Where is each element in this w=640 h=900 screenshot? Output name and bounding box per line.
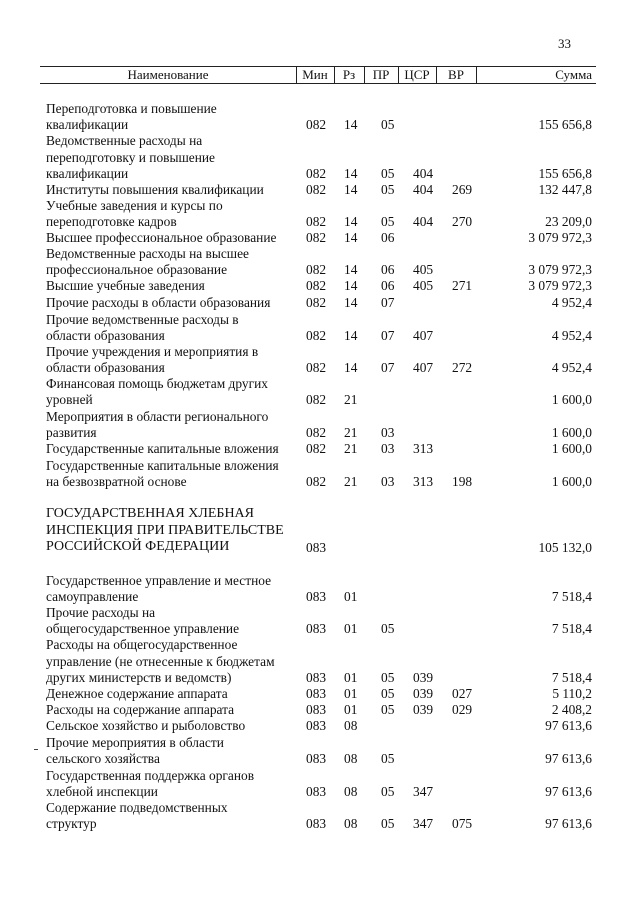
table-row bbox=[46, 768, 592, 800]
page-number: 33 bbox=[558, 36, 571, 51]
cell-rz: 21 bbox=[344, 424, 358, 440]
row-name-line: сельского хозяйства bbox=[46, 750, 160, 766]
cell-pr: 03 bbox=[381, 440, 395, 456]
cell-vr: 270 bbox=[452, 213, 473, 229]
row-name-line: Учебные заведения и курсы по bbox=[46, 197, 223, 213]
cell-sum: 7 518,4 bbox=[551, 669, 592, 685]
table-header bbox=[40, 66, 596, 84]
table-row bbox=[46, 101, 592, 133]
cell-min: 082 bbox=[306, 294, 327, 310]
cell-rz: 21 bbox=[344, 391, 358, 407]
cell-csr: 347 bbox=[413, 815, 434, 831]
row-name-line: других министерств и ведомств) bbox=[46, 669, 232, 685]
row-name bbox=[46, 458, 301, 490]
row-name-line: Государственные капитальные вложения bbox=[46, 440, 279, 456]
cell-pr: 07 bbox=[381, 327, 395, 343]
cell-pr: 06 bbox=[381, 229, 395, 245]
cell-rz: 14 bbox=[344, 213, 358, 229]
row-name-line: области образования bbox=[46, 359, 165, 375]
cell-sum: 132 447,8 bbox=[538, 181, 592, 197]
row-name bbox=[46, 800, 301, 832]
table-row bbox=[46, 344, 592, 376]
cell-min: 082 bbox=[306, 359, 327, 375]
table-row bbox=[46, 458, 592, 490]
row-name-line: Расходы на содержание аппарата bbox=[46, 701, 235, 717]
row-name-line: Прочие расходы на bbox=[46, 604, 156, 620]
cell-rz: 14 bbox=[344, 261, 358, 277]
cell-vr: 198 bbox=[452, 473, 473, 489]
cell-sum: 97 613,6 bbox=[545, 750, 592, 766]
cell-min: 082 bbox=[306, 440, 327, 456]
row-name-line: квалификации bbox=[46, 165, 129, 181]
table-row bbox=[46, 637, 592, 686]
cell-pr: 05 bbox=[381, 701, 395, 717]
cell-csr: 347 bbox=[413, 783, 434, 799]
cell-min: 083 bbox=[306, 783, 327, 799]
row-name-line: профессиональное образование bbox=[46, 261, 228, 277]
row-name-line: Сельское хозяйство и рыболовство bbox=[46, 717, 246, 733]
table-row bbox=[46, 230, 592, 246]
cell-rz: 14 bbox=[344, 165, 358, 181]
cell-rz: 21 bbox=[344, 440, 358, 456]
row-name-line: Государственная поддержка органов bbox=[46, 767, 255, 783]
row-name bbox=[46, 198, 301, 230]
cell-sum: 155 656,8 bbox=[538, 165, 592, 181]
cell-rz: 14 bbox=[344, 181, 358, 197]
row-name-line: Государственные капитальные вложения bbox=[46, 457, 279, 473]
row-name-line: Финансовая помощь бюджетам других bbox=[46, 375, 268, 391]
row-name-line: управление (не отнесенные к бюджетам bbox=[46, 653, 275, 669]
table-row bbox=[46, 278, 592, 294]
cell-csr: 039 bbox=[413, 701, 434, 717]
cell-sum: 7 518,4 bbox=[551, 620, 592, 636]
row-name bbox=[46, 718, 301, 734]
cell-vr: 269 bbox=[452, 181, 473, 197]
table-row bbox=[46, 718, 592, 734]
table-row bbox=[46, 312, 592, 344]
row-name-line: квалификации bbox=[46, 116, 129, 132]
cell-min: 082 bbox=[306, 261, 327, 277]
cell-min: 082 bbox=[306, 473, 327, 489]
row-name-line: Высшие учебные заведения bbox=[46, 277, 205, 293]
cell-sum: 97 613,6 bbox=[545, 815, 592, 831]
table-row bbox=[46, 573, 592, 605]
row-name-line: Прочие расходы в области образования bbox=[46, 294, 271, 310]
cell-pr: 07 bbox=[381, 294, 395, 310]
row-name bbox=[46, 295, 301, 311]
row-name-line: ГОСУДАРСТВЕННАЯ ХЛЕБНАЯ bbox=[46, 506, 254, 522]
cell-sum: 1 600,0 bbox=[551, 440, 592, 456]
cell-sum: 4 952,4 bbox=[551, 327, 592, 343]
cell-pr: 06 bbox=[381, 277, 395, 293]
cell-pr: 05 bbox=[381, 783, 395, 799]
cell-min: 083 bbox=[306, 750, 327, 766]
cell-csr: 405 bbox=[413, 261, 434, 277]
row-name-line: структур bbox=[46, 815, 97, 831]
table-row bbox=[46, 735, 592, 767]
cell-sum: 97 613,6 bbox=[545, 717, 592, 733]
cell-vr: 271 bbox=[452, 277, 473, 293]
cell-vr: 029 bbox=[452, 701, 473, 717]
cell-pr: 05 bbox=[381, 750, 395, 766]
table-row bbox=[46, 800, 592, 832]
row-name-line: Прочие ведомственные расходы в bbox=[46, 311, 239, 327]
cell-min: 083 bbox=[306, 620, 327, 636]
table-row bbox=[46, 441, 592, 457]
cell-min: 082 bbox=[306, 277, 327, 293]
table-row bbox=[46, 246, 592, 278]
cell-pr: 05 bbox=[381, 213, 395, 229]
cell-min: 083 bbox=[306, 815, 327, 831]
cell-rz: 14 bbox=[344, 229, 358, 245]
cell-min: 083 bbox=[306, 701, 327, 717]
row-name bbox=[46, 376, 301, 408]
cell-min: 082 bbox=[306, 424, 327, 440]
row-name-line: Денежное содержание аппарата bbox=[46, 685, 228, 701]
cell-sum: 4 952,4 bbox=[551, 294, 592, 310]
cell-rz: 14 bbox=[344, 277, 358, 293]
cell-sum: 3 079 972,3 bbox=[528, 229, 592, 245]
row-name-line: переподготовку и повышение bbox=[46, 149, 215, 165]
cell-sum: 4 952,4 bbox=[551, 359, 592, 375]
cell-pr: 05 bbox=[381, 685, 395, 701]
row-name bbox=[46, 246, 301, 278]
cell-csr: 313 bbox=[413, 440, 434, 456]
cell-min: 082 bbox=[306, 327, 327, 343]
row-name-line: на безвозвратной основе bbox=[46, 473, 187, 489]
cell-rz: 01 bbox=[344, 620, 358, 636]
row-name-line: Ведомственные расходы на высшее bbox=[46, 245, 250, 261]
cell-rz: 14 bbox=[344, 294, 358, 310]
row-name-line: области образования bbox=[46, 327, 165, 343]
cell-pr: 03 bbox=[381, 473, 395, 489]
cell-min: 083 bbox=[306, 588, 327, 604]
cell-rz: 08 bbox=[344, 750, 358, 766]
cell-sum: 1 600,0 bbox=[551, 473, 592, 489]
cell-rz: 01 bbox=[344, 588, 358, 604]
row-name bbox=[46, 573, 301, 605]
row-name bbox=[46, 409, 301, 441]
table-row bbox=[46, 409, 592, 441]
header-csr: ЦСР bbox=[404, 67, 430, 82]
row-name bbox=[46, 637, 301, 686]
row-name bbox=[46, 133, 301, 182]
cell-pr: 05 bbox=[381, 116, 395, 132]
cell-csr: 404 bbox=[413, 165, 434, 181]
cell-csr: 039 bbox=[413, 669, 434, 685]
cell-csr: 039 bbox=[413, 685, 434, 701]
header-name: Наименование bbox=[127, 67, 209, 82]
row-name bbox=[46, 506, 326, 556]
cell-csr: 407 bbox=[413, 327, 434, 343]
cell-min: 082 bbox=[306, 116, 327, 132]
cell-min: 083 bbox=[306, 685, 327, 701]
cell-min: 083 bbox=[306, 539, 327, 555]
cell-csr: 404 bbox=[413, 181, 434, 197]
row-name-line: Прочие мероприятия в области bbox=[46, 734, 224, 750]
row-name-line: общегосударственное управление bbox=[46, 620, 240, 636]
cell-pr: 05 bbox=[381, 181, 395, 197]
cell-sum: 2 408,2 bbox=[551, 701, 592, 717]
row-name bbox=[46, 182, 301, 198]
row-name-line: Содержание подведомственных bbox=[46, 799, 228, 815]
row-name-line: ИНСПЕКЦИЯ ПРИ ПРАВИТЕЛЬСТВЕ bbox=[46, 522, 284, 538]
cell-sum: 97 613,6 bbox=[545, 783, 592, 799]
cell-sum: 7 518,4 bbox=[551, 588, 592, 604]
row-name-line: уровней bbox=[46, 391, 93, 407]
cell-pr: 03 bbox=[381, 424, 395, 440]
cell-pr: 06 bbox=[381, 261, 395, 277]
row-name-line: Государственное управление и местное bbox=[46, 572, 272, 588]
header-pr: ПР bbox=[372, 67, 390, 82]
cell-rz: 21 bbox=[344, 473, 358, 489]
cell-vr: 075 bbox=[452, 815, 473, 831]
row-name bbox=[46, 344, 301, 376]
header-sum: Сумма bbox=[555, 67, 592, 82]
cell-csr: 407 bbox=[413, 359, 434, 375]
cell-sum: 3 079 972,3 bbox=[528, 261, 592, 277]
row-name bbox=[46, 735, 301, 767]
row-name-line: Прочие учреждения и мероприятия в bbox=[46, 343, 259, 359]
cell-csr: 405 bbox=[413, 277, 434, 293]
cell-min: 083 bbox=[306, 669, 327, 685]
cell-rz: 14 bbox=[344, 116, 358, 132]
table-row bbox=[46, 686, 592, 702]
row-name-line: Институты повышения квалификации bbox=[46, 181, 264, 197]
cell-pr: 05 bbox=[381, 620, 395, 636]
cell-sum: 3 079 972,3 bbox=[528, 277, 592, 293]
cell-min: 082 bbox=[306, 391, 327, 407]
cell-pr: 05 bbox=[381, 669, 395, 685]
cell-sum: 1 600,0 bbox=[551, 424, 592, 440]
cell-vr: 272 bbox=[452, 359, 473, 375]
cell-min: 083 bbox=[306, 717, 327, 733]
cell-vr: 027 bbox=[452, 685, 473, 701]
cell-sum: 105 132,0 bbox=[538, 539, 592, 555]
margin-mark bbox=[34, 749, 38, 750]
row-name bbox=[46, 702, 301, 718]
cell-rz: 08 bbox=[344, 815, 358, 831]
row-name-line: переподготовке кадров bbox=[46, 213, 177, 229]
row-name bbox=[46, 278, 301, 294]
row-name bbox=[46, 686, 301, 702]
row-name-line: хлебной инспекции bbox=[46, 783, 158, 799]
header-vr: ВР bbox=[448, 67, 464, 82]
cell-csr: 313 bbox=[413, 473, 434, 489]
cell-rz: 08 bbox=[344, 717, 358, 733]
header-rz: Рз bbox=[342, 67, 356, 82]
section-heading-row bbox=[46, 506, 592, 556]
header-min: Мин bbox=[302, 67, 328, 82]
table-row bbox=[46, 182, 592, 198]
cell-pr: 05 bbox=[381, 165, 395, 181]
cell-pr: 07 bbox=[381, 359, 395, 375]
row-name bbox=[46, 230, 301, 246]
cell-min: 082 bbox=[306, 165, 327, 181]
cell-rz: 01 bbox=[344, 701, 358, 717]
row-name bbox=[46, 441, 301, 457]
cell-sum: 5 110,2 bbox=[552, 685, 592, 701]
row-name-line: Расходы на общегосударственное bbox=[46, 637, 238, 653]
table-row bbox=[46, 133, 592, 182]
cell-csr: 404 bbox=[413, 213, 434, 229]
cell-sum: 23 209,0 bbox=[545, 213, 592, 229]
row-name-line: Ведомственные расходы на bbox=[46, 133, 203, 149]
row-name-line: Высшее профессиональное образование bbox=[46, 229, 277, 245]
row-name-line: РОССИЙСКОЙ ФЕДЕРАЦИИ bbox=[46, 539, 230, 555]
row-name-line: Переподготовка и повышение bbox=[46, 100, 217, 116]
cell-rz: 14 bbox=[344, 359, 358, 375]
cell-pr: 05 bbox=[381, 815, 395, 831]
row-name bbox=[46, 312, 301, 344]
cell-sum: 1 600,0 bbox=[551, 391, 592, 407]
table-row bbox=[46, 295, 592, 311]
table-row bbox=[46, 605, 592, 637]
cell-rz: 14 bbox=[344, 327, 358, 343]
cell-rz: 08 bbox=[344, 783, 358, 799]
cell-min: 082 bbox=[306, 229, 327, 245]
row-name-line: самоуправление bbox=[46, 588, 139, 604]
table-row bbox=[46, 198, 592, 230]
cell-min: 082 bbox=[306, 181, 327, 197]
row-name bbox=[46, 768, 301, 800]
table-row bbox=[46, 702, 592, 718]
cell-min: 082 bbox=[306, 213, 327, 229]
cell-sum: 155 656,8 bbox=[538, 116, 592, 132]
cell-rz: 01 bbox=[344, 669, 358, 685]
row-name-line: развития bbox=[46, 424, 97, 440]
row-name-line: Мероприятия в области регионального bbox=[46, 408, 269, 424]
row-name bbox=[46, 101, 301, 133]
cell-rz: 01 bbox=[344, 685, 358, 701]
row-name bbox=[46, 605, 301, 637]
table-row bbox=[46, 376, 592, 408]
